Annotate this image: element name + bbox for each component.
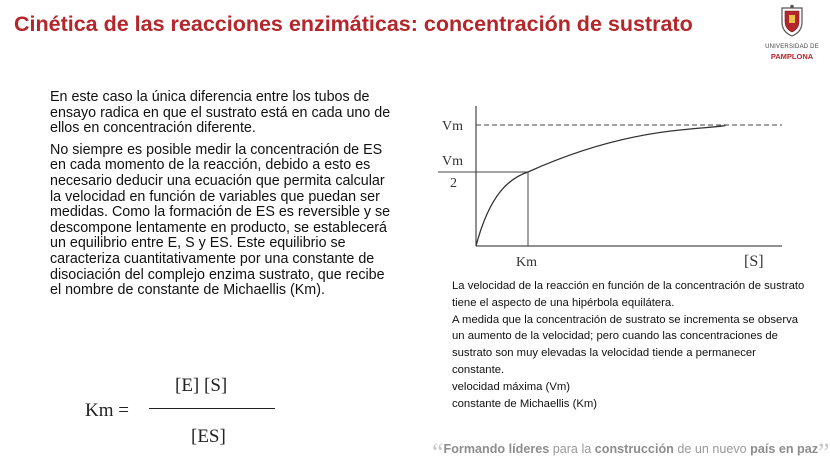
km-formula: [85, 372, 285, 452]
slogan-word: líderes: [508, 442, 550, 456]
slogan-word: construcción: [594, 442, 674, 456]
university-logo: [762, 4, 822, 66]
slogan-word: país en paz: [750, 442, 819, 456]
vm-label: Vm: [442, 119, 463, 134]
x-axis-label: [S]: [744, 253, 764, 270]
half-vm-numerator: Vm: [442, 154, 463, 169]
km-label: Km: [516, 255, 537, 270]
michaelis-menten-graph: [430, 98, 790, 278]
caption-line-2: A medida que la concentración de sustrato se incrementa se observa un aumento de la velocidad; pero cuando las concentraciones de sustrato son muy elevadas la velocidad tiende a permanecer constante.: [452, 313, 799, 376]
slogan-word: Formando: [443, 442, 506, 456]
caption-line-1: La velocidad de la reacción en función de la concentración de sustrato tiene el aspecto de una hipérbola equilátera.: [452, 280, 805, 309]
graph-caption: [452, 278, 807, 412]
caption-line-4: constante de Michaellis (Km): [452, 397, 598, 410]
paragraph-1: En este caso la única diferencia entre los tubos de ensayo radica en que el sustrato está en cada uno de ellos en concentración diferente.: [50, 89, 391, 137]
slogan-word: de un nuevo: [677, 442, 747, 456]
caption-line-3: velocidad máxima (Vm): [452, 380, 571, 393]
formula-numerator: [E] [S]: [175, 375, 228, 396]
open-quote-icon: “: [432, 438, 444, 467]
formula-denominator: [ES]: [191, 426, 226, 447]
crest-icon: [780, 4, 804, 38]
logo-pamplona-text: PAMPLONA: [770, 52, 814, 61]
half-vm-denominator: 2: [450, 176, 457, 191]
fraction-bar: [149, 408, 275, 409]
velocity-curve: [476, 125, 725, 246]
close-quote-icon: ”: [818, 438, 830, 467]
footer-slogan: [432, 438, 830, 468]
formula-lhs: Km =: [85, 400, 129, 421]
logo-university-text: UNIVERSIDAD DE: [765, 44, 819, 50]
slide-title: Cinética de las reacciones enzimáticas: concentración de sustrato: [14, 12, 693, 36]
slogan-word: para la: [552, 442, 592, 456]
paragraph-2: No siempre es posible medir la concentración de ES en cada momento de la reacción, debido a esto es necesario deducir una ecuación que permita calcular la velocidad en función de variables que puedan ser medidas. Como la formación de ES es reversible y se descompone lentamente en producto, se establecerá un equilibrio entre E, S y ES. Este equilibrio se caracteriza cuantitativamente por una constante de disociación del complejo enzima sustrato, que recibe el nombre de constante de Michaellis (Km).: [50, 141, 391, 299]
body-text: [50, 90, 395, 305]
